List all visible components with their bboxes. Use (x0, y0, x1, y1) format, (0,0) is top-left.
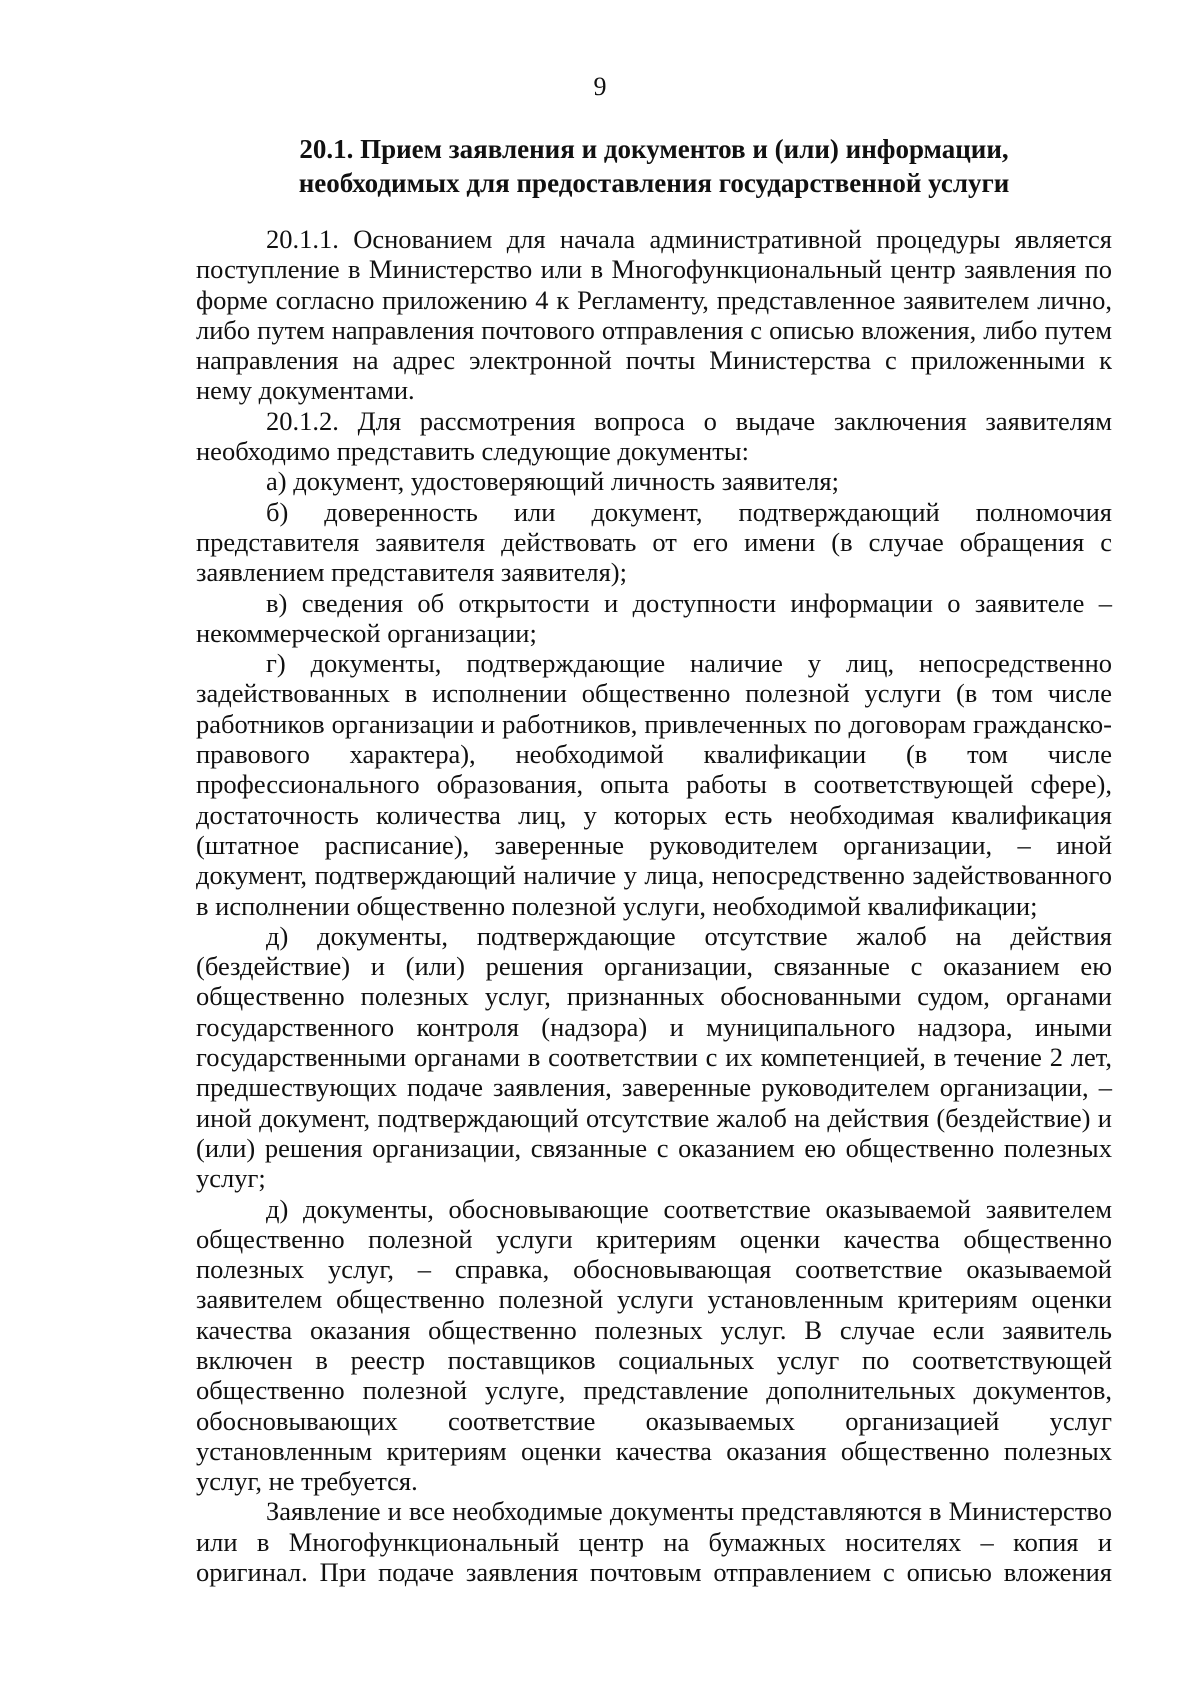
list-item-d-2: д) документы, обосновывающие соответствие оказываемой заявителем общественно полезной услуги критериям оценки качества общественно полезных услуг, – справка, обосновывающая соответствие оказываемой заявителем общественно полезной услуги установленным критериям оценки качества оказания общественно полезных услуг. В случае если заявитель включен в реестр поставщиков социальных услуг по соответствующей общественно полезной услуге, представление дополнительных документов, обосновывающих соответствие оказываемых организацией услуг установленным критериям оценки качества оказания общественно полезных услуг, не требуется. (196, 1193, 1112, 1497)
paragraph-submission: Заявление и все необходимые документы представляются в Министерство или в Многофункциональный центр на бумажных носителях – копия и оригинал. При подаче заявления почтовым отправлением с описью вложения (196, 1496, 1112, 1588)
list-item-g: г) документы, подтверждающие наличие у лиц, непосредственно задействованных в исполнении общественно полезной услуги (в том числе работников организации и работников, привлеченных по договорам гражданско-правового характера), необходимой квалификации (в том числе профессионального образования, опыта работы в соответствующей сфере), достаточность количества лиц, у которых есть необходимая квалификация (штатное расписание), заверенные руководителем организации, – иной документ, подтверждающий наличие у лица, непосредственно задействованного в исполнении общественно полезной услуги, необходимой квалификации; (196, 648, 1112, 921)
section-heading (196, 132, 1112, 200)
list-item-b: б) доверенность или документ, подтверждающий полномочия представителя заявителя действовать от его имени (в случае обращения с заявлением представителя заявителя); (196, 496, 1112, 588)
section-heading-line-2: необходимых для предоставления государственной услуги (298, 168, 1010, 198)
list-item-d-1: д) документы, подтверждающие отсутствие жалоб на действия (бездействие) и (или) решения организации, связанные с оказанием ею общественно полезных услуг, признанных обоснованными судом, органами государственного контроля (надзора) и муниципального надзора, иными государственными органами в соответствии с их компетенцией, в течение 2 лет, предшествующих подаче заявления, заверенные руководителем организации, – иной документ, подтверждающий отсутствие жалоб на действия (бездействие) и (или) решения организации, связанные с оказанием ею общественно полезных услуг; (196, 920, 1112, 1194)
section-heading-line-1: 20.1. Прием заявления и документов и (или) информации, (299, 134, 1009, 164)
document-body (196, 224, 1112, 1587)
list-item-v: в) сведения об открытости и доступности информации о заявителе – некоммерческой организации; (196, 587, 1112, 648)
page-number: 9 (593, 72, 607, 101)
paragraph-20-1-2: 20.1.2. Для рассмотрения вопроса о выдаче заключения заявителям необходимо представить следующие документы: (196, 405, 1112, 467)
list-item-a: а) документ, удостоверяющий личность заявителя; (266, 466, 839, 497)
paragraph-20-1-1: 20.1.1. Основанием для начала административной процедуры является поступление в Министерство или в Многофункциональный центр заявления по форме согласно приложению 4 к Регламенту, представленное заявителем лично, либо путем направления почтового отправления с описью вложения, либо путем направления на адрес электронной почты Министерства с приложенными к нему документами. (196, 224, 1112, 406)
